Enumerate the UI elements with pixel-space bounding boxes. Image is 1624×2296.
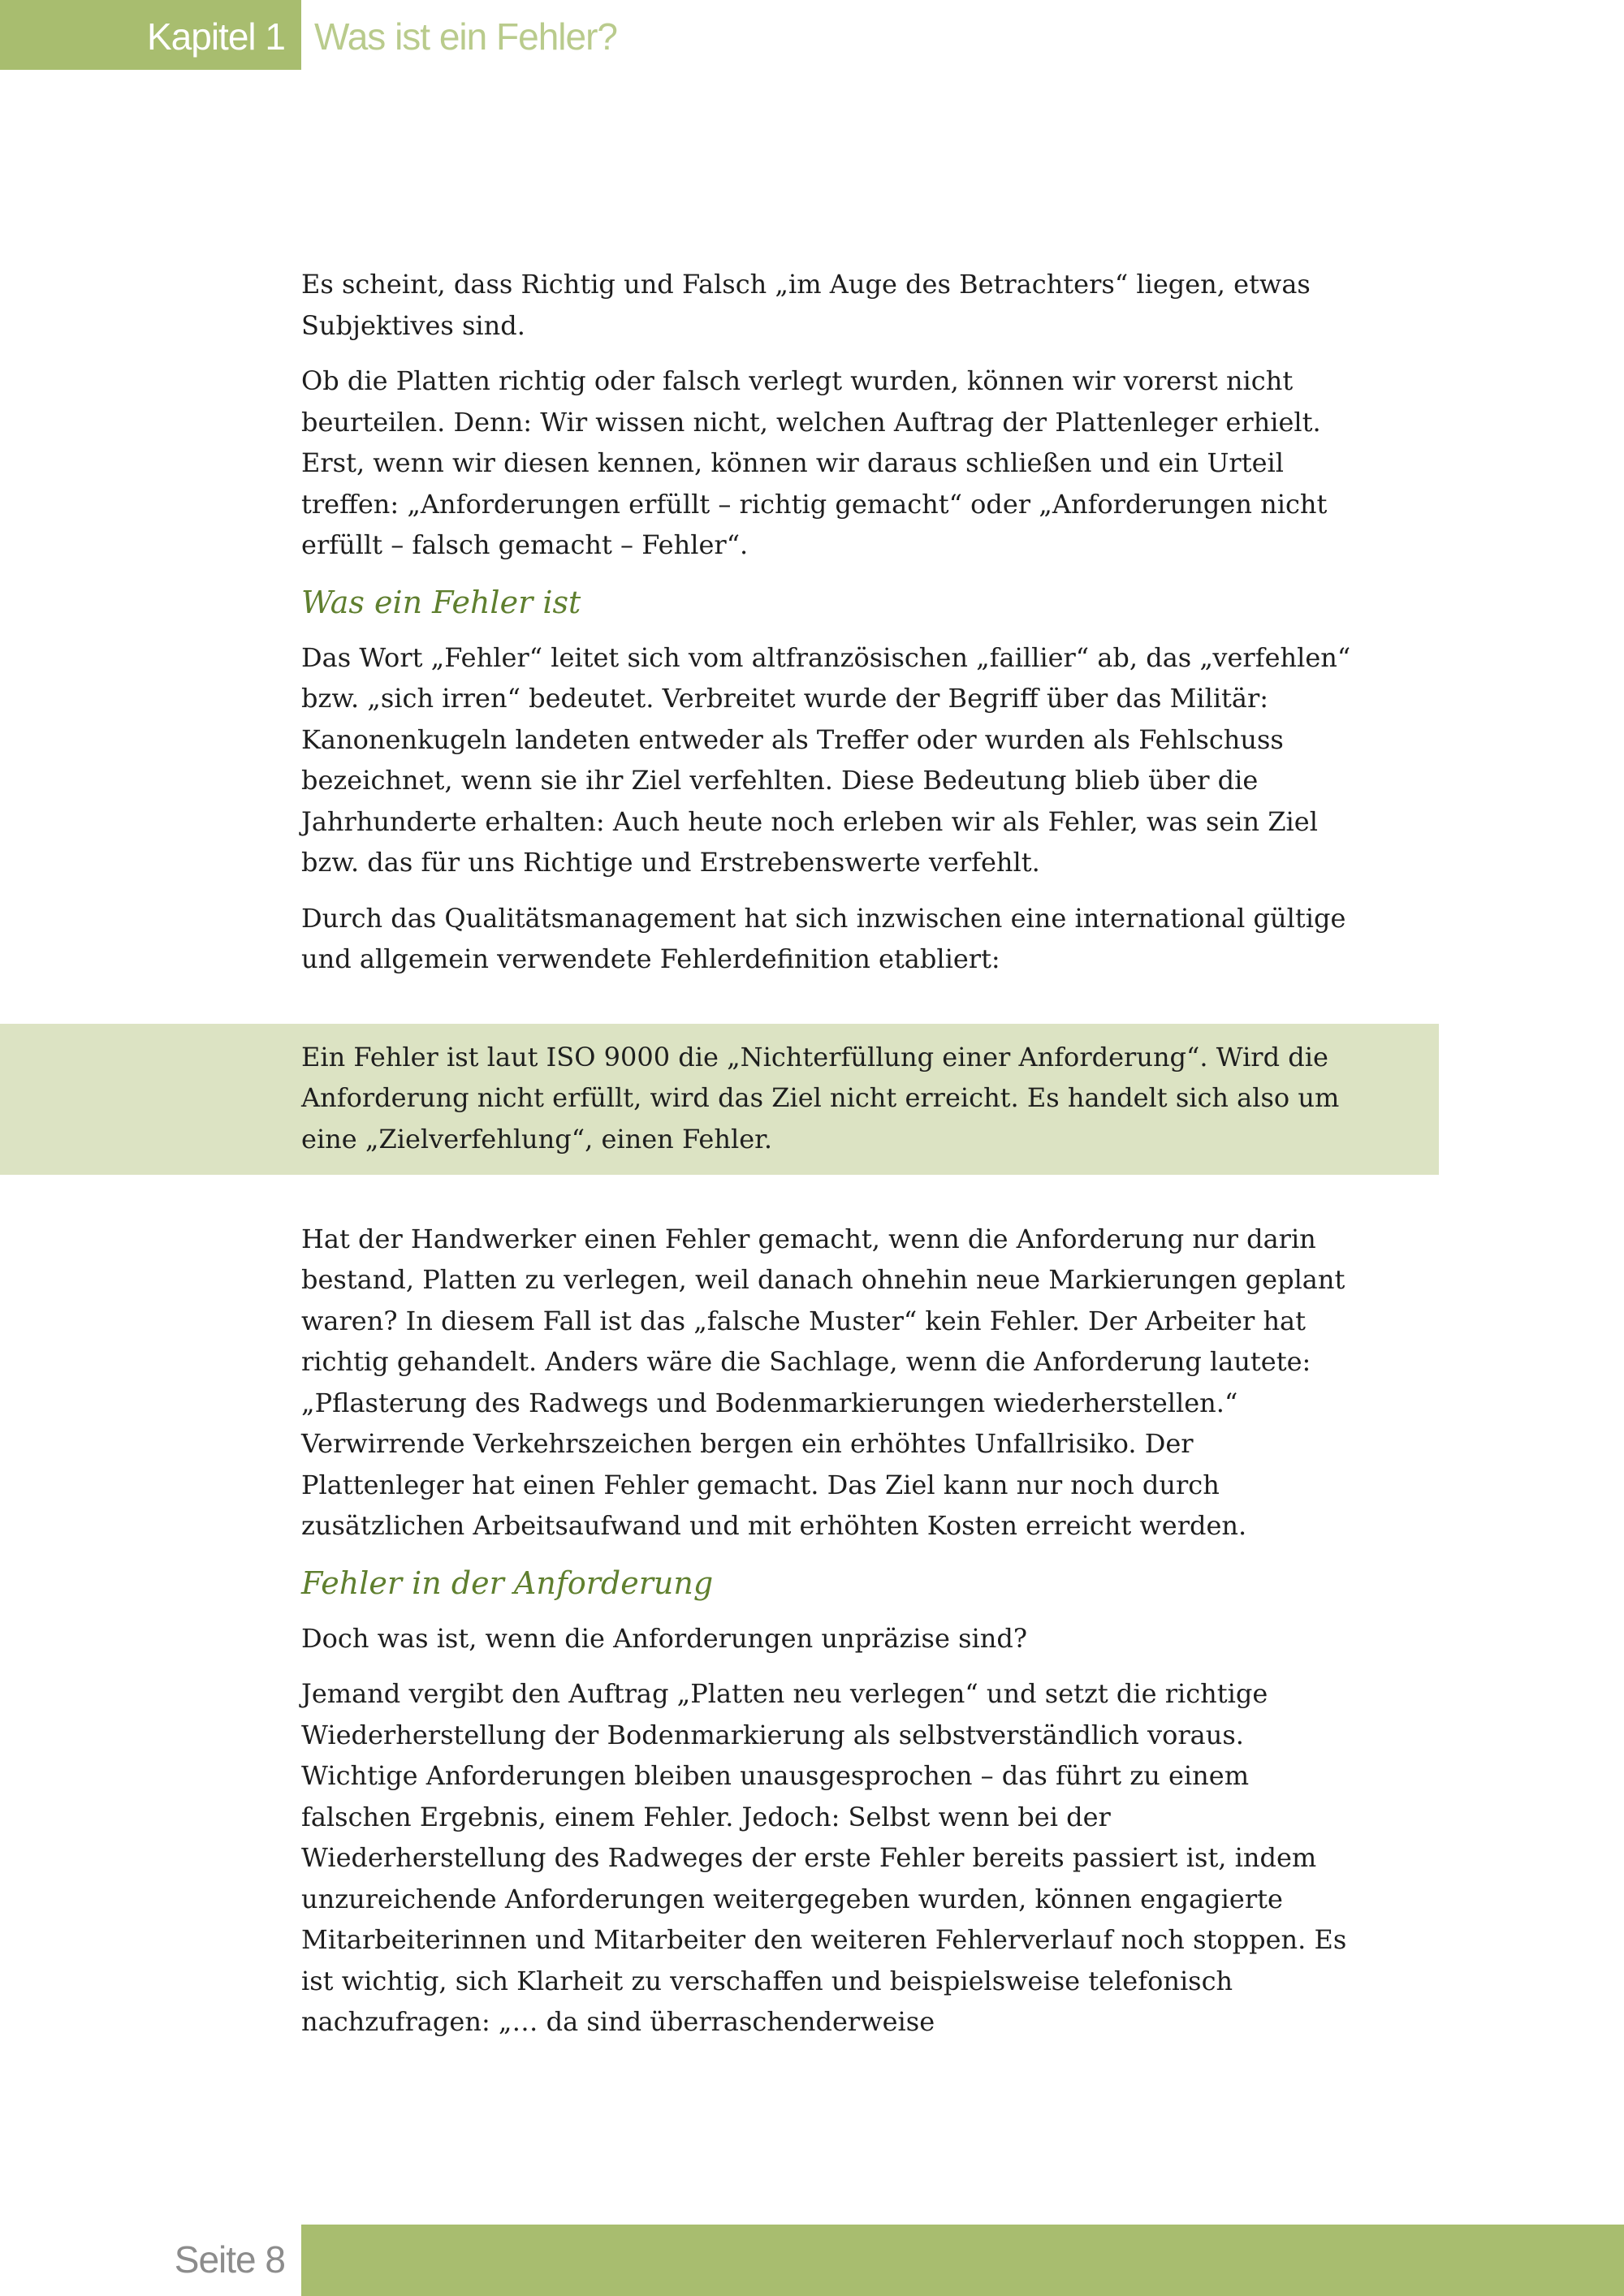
definition-callout [0,1024,1439,1175]
chapter-label: Kapitel 1 [146,15,285,58]
paragraph-7: Jemand vergibt den Auftrag „Platten neu verlegen“ und setzt die richtige Wiederherstellung der Bodenmarkierung als selbstverständlich voraus. Wichtige Anforderungen bleiben unausgesprochen – das führt zu einem falschen Ergebnis, einem Fehler. Jedoch: Selbst wenn bei der Wiederherstellung des Radweges der erste Fehler bereits passiert ist, indem unzureichende Anforderungen weitergegeben wurden, können engagierte Mitarbeiterinnen und Mitarbeiter den weiteren Fehlerverlauf noch stoppen. Es ist wichtig, sich Klarheit zu verschaffen und beispielsweise telefonisch nachzufragen: „… da sind überraschenderweise [301,1678,1347,2037]
paragraph-5: Hat der Handwerker einen Fehler gemacht, wenn die Anforderung nur darin bestand, Platten zu verlegen, weil danach ohnehin neue Markierungen geplant waren? In diesem Fall ist das „falsche Muster“ kein Fehler. Der Arbeiter hat richtig gehandelt. Anders wäre die Sachlage, wenn die Anforderung lautete: „Pflasterung des Radwegs und Bodenmarkierungen wiederherstellen.“ Verwirrende Verkehrszeichen bergen ein erhöhtes Unfallrisiko. Der Plattenleger hat einen Fehler gemacht. Das Ziel kann nur noch durch zusätzlichen Arbeitsaufwand und mit erhöhten Kosten erreicht werden. [301,1223,1345,1541]
page-number: Seite 8 [174,2238,285,2281]
paragraph-3: Das Wort „Fehler“ leitet sich vom altfranzösischen „faillier“ ab, das „verfehlen“ bzw. „sich irren“ bedeutet. Verbreitet wurde der Begriff über das Militär: Kanonenkugeln landeten entweder als Treffer oder wurden als Fehlschuss bezeichnet, wenn sie ihr Ziel verfehlten. Diese Bedeutung blieb über die Jahrhunderte erhalten: Auch heute noch erleben wir als Fehler, was sein Ziel bzw. das für uns Richtige und Erstrebenswerte verfehlt. [301,641,1351,878]
paragraph-1: Es scheint, dass Richtig und Falsch „im Auge des Betrachters“ liegen, etwas Subjektives sind. [301,269,1311,341]
page-content [301,264,1357,2057]
footer-bar [301,2225,1624,2296]
chapter-title: Was ist ein Fehler? [314,15,617,58]
callout-text: Ein Fehler ist laut ISO 9000 die „Nichterfüllung einer Anforderung“. Wird die Anforderung nicht erfüllt, wird das Ziel nicht erreicht. Es handelt sich also um eine „Zielverfehlung“, einen Fehler. [301,1041,1340,1154]
paragraph-2: Ob die Platten richtig oder falsch verlegt wurden, können wir vorerst nicht beurteilen. Denn: Wir wissen nicht, welchen Auftrag der Plattenleger erhielt. Erst, wenn wir diesen kennen, können wir daraus schließen und ein Urteil treffen: „Anforderungen erfüllt – richtig gemacht“ oder „Anforderungen nicht erfüllt – falsch gemacht – Fehler“. [301,365,1328,560]
section-heading-1: Was ein Fehler ist [301,584,581,620]
section-heading-2: Fehler in der Anforderung [301,1564,714,1601]
paragraph-4: Durch das Qualitätsmanagement hat sich inzwischen eine international gültige und allgemein verwendete Fehlerdefinition etabliert: [301,902,1346,974]
header-bar [0,0,301,70]
paragraph-6: Doch was ist, wenn die Anforderungen unpräzise sind? [301,1622,1027,1654]
